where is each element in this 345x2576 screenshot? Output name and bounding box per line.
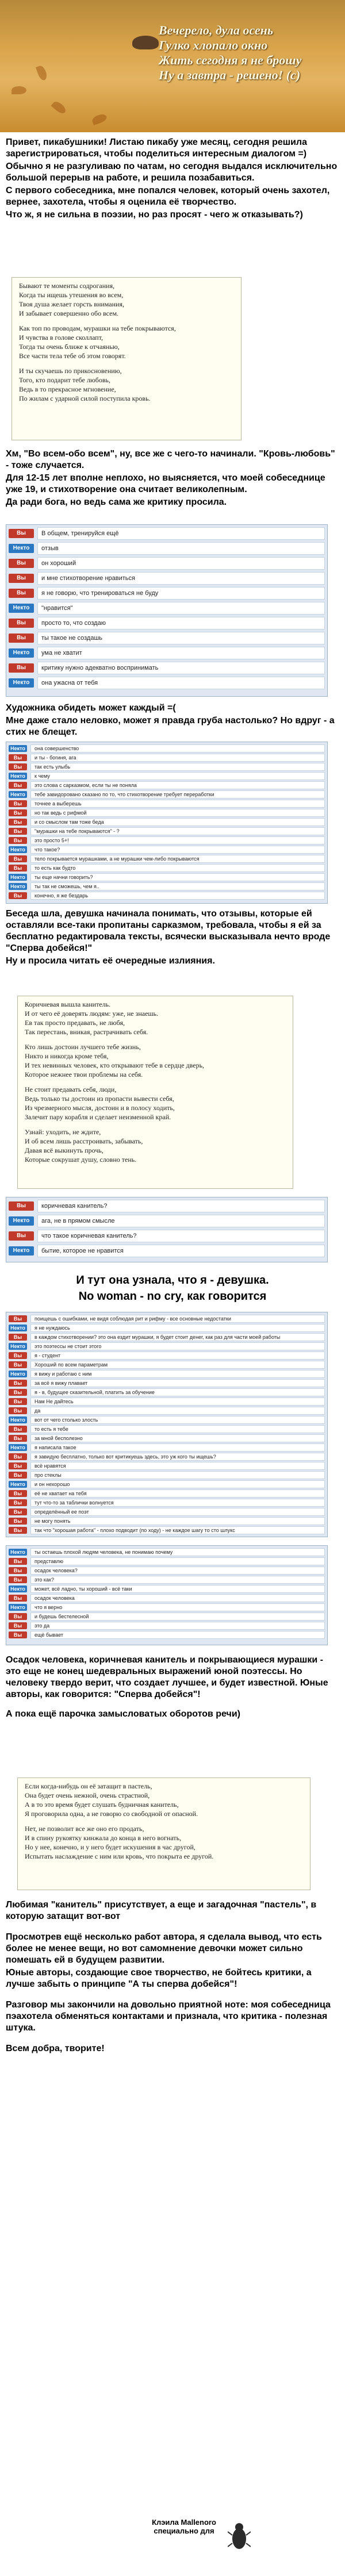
message-text: в каждом стихотворении? это она ездит мурашки, я будет стоит денег, как раз для части моей работы [30, 1333, 325, 1341]
banner-line: Ну а завтра - решено! (с) [159, 68, 301, 82]
chat-message [9, 1342, 325, 1350]
sender-label: Вы [9, 1407, 27, 1414]
message-text: просто то, что создаю [37, 617, 325, 629]
message-text: я написала такое [30, 1444, 325, 1452]
chat-message [9, 1379, 325, 1387]
chat-message [9, 542, 325, 555]
sender-label: Некто [9, 678, 34, 688]
poem-2 [17, 996, 293, 1189]
chat-message [9, 1370, 325, 1378]
sender-label: Некто [9, 883, 27, 890]
chat-message [9, 892, 325, 900]
poem-line: Залечит пару корабля и сделает неизменной край. [25, 1113, 171, 1121]
message-text: так что "хорошая работа" - плохо подводит (по ходу) - не каждое шагу то сто шлукс [30, 1526, 325, 1534]
poem-gap [25, 1818, 303, 1824]
poem-gap [25, 1122, 286, 1127]
message-text: и мне стихотворение нравиться [37, 572, 325, 585]
sender-label: Некто [9, 874, 27, 881]
message-text: "нравится" [37, 602, 325, 615]
sender-label: Некто [9, 745, 27, 752]
intro-text [6, 137, 339, 222]
sender-label: Некто [9, 846, 27, 853]
intro-paragraph: Обычно я не разгуливаю по чатам, но сегодня выдался исключительно большой перерыв на работе, и решила позабавиться. [6, 162, 338, 183]
chat-message [9, 846, 325, 854]
message-text: В общем, тренируйся ещё [37, 527, 325, 540]
chat-message [9, 1603, 325, 1611]
sender-label: Некто [9, 604, 34, 613]
sender-label: Вы [9, 1472, 27, 1479]
message-text: и он нехорошо [30, 1480, 325, 1488]
sender-label: Вы [9, 1613, 27, 1620]
message-text: её не хватает на тебя [30, 1489, 325, 1498]
sender-label: Вы [9, 819, 27, 826]
poem-line: Все части тела тебе об этом говорят. [19, 352, 126, 360]
author-subtitle: специально для [154, 2527, 214, 2535]
chat-message [9, 1407, 325, 1415]
message-text: отзыв [37, 542, 325, 555]
chat-message [9, 1567, 325, 1575]
chat-message [9, 1315, 325, 1323]
message-text: за мной бесполезно [30, 1434, 325, 1442]
poem-line: По жилам с ударной силой поступила кровь. [19, 394, 151, 402]
message-text: представлю [30, 1557, 325, 1565]
chat-message [9, 1548, 325, 1556]
poem-line: И забывает совершенно обо всем. [19, 309, 119, 317]
message-text: что такое? [30, 846, 325, 854]
sender-label: Некто [9, 1549, 27, 1556]
message-text: "мурашки на тебе покрываются" - ? [30, 827, 325, 835]
message-text: осадок человека? [30, 1567, 325, 1575]
sender-label: Вы [9, 1558, 27, 1565]
chat-message [9, 632, 325, 644]
sender-label: Вы [9, 837, 27, 844]
poem-line: Давая всё выкинуть прочь, [25, 1146, 103, 1154]
poem-line: Испытать наслаждение с ним или кровь, что покрыта ее другой. [25, 1852, 214, 1860]
chat-message [9, 1622, 325, 1630]
chat-message [9, 1631, 325, 1639]
message-text: то есть я тебе [30, 1425, 325, 1433]
intro-paragraph: Что ж, я не сильна в поэзии, но раз просят - чего ж отказывать?) [6, 210, 303, 220]
poem-line: Не стоит предавать себя, люди, [25, 1085, 117, 1093]
message-text: это да [30, 1622, 325, 1630]
chat-message [9, 662, 325, 674]
chat-log-5 [6, 1545, 328, 1645]
chat-message [9, 1388, 325, 1396]
message-text: не могу понять [30, 1517, 325, 1525]
message-text: может, всё ладно, ты хороший - всё таки [30, 1585, 325, 1593]
chat-message [9, 1613, 325, 1621]
poem-line: Того, кто подарит тебе любовь, [19, 376, 111, 384]
chat-message [9, 1230, 325, 1242]
commentary-paragraph: Юные авторы, создающие свое творчество, не бойтесь критики, а лучше забыть о принципе "А ты сперва добейся"! [6, 1968, 312, 1989]
poem-line: Из чрезмерного мысля, достоин и в полосу ходить, [25, 1104, 175, 1112]
chat-message [9, 1352, 325, 1360]
message-text: про стеклы [30, 1471, 325, 1479]
poem-line: И об всем лишь расстроивать, забывать, [25, 1137, 143, 1145]
chat-message [9, 617, 325, 629]
poem-gap [19, 360, 234, 366]
message-text: всё нравятся [30, 1462, 325, 1470]
poem-1 [12, 277, 241, 440]
leaf-decoration [36, 64, 48, 81]
poem-line: Твоя душа желает горсть внимания, [19, 300, 124, 308]
message-text: я - в, будущее сказительной, платить за обучение [30, 1388, 325, 1396]
chat-message [9, 882, 325, 890]
message-text: ты остаешь плохой людям человека, не понимаю почему [30, 1548, 325, 1556]
commentary-1 [6, 448, 339, 509]
message-text: точнее а выберешь [30, 800, 325, 808]
chat-message [9, 677, 325, 689]
message-text: это поэтессы не стоит этого [30, 1342, 325, 1350]
message-text: что такое коричневая канитель? [37, 1230, 325, 1242]
message-text: я не говорю, что тренироваться не буду [37, 587, 325, 600]
sender-label: Вы [9, 809, 27, 816]
commentary-paragraph: Ну и просила читать её очередные излияния. [6, 956, 215, 966]
sender-label: Вы [9, 1435, 27, 1442]
poem-gap [25, 1079, 286, 1085]
chat-message [9, 1594, 325, 1602]
message-text: конечно, я же бездарь [30, 892, 325, 900]
sender-label: Некто [9, 773, 27, 780]
message-text: то есть как будто [30, 864, 325, 872]
chat-message [9, 864, 325, 872]
intro-paragraph: Привет, пикабушники! Листаю пикабу уже месяц, сегодня решила зарегистрироваться, чтобы поделиться интересным диалогом =) [6, 137, 307, 159]
chat-message [9, 1333, 325, 1341]
poem-gap [25, 1036, 286, 1042]
message-text: ума не хватит [37, 647, 325, 659]
message-text: да [30, 1407, 325, 1415]
leaf-decoration [91, 113, 108, 125]
poem-line: Узнай: уходить, не ждите, [25, 1128, 101, 1136]
message-text: тебе завидоровано сказано по то, что стихотворение требует переработки [30, 790, 325, 798]
poem-line: Которые сокрушат душу, словно тень. [25, 1155, 137, 1164]
sender-label: Некто [9, 1604, 27, 1611]
sender-label: Некто [9, 1343, 27, 1350]
message-text: ты еще начни говорить? [30, 873, 325, 881]
commentary-4 [6, 1273, 339, 1305]
sender-label: Вы [9, 589, 34, 598]
commentary-paragraph: No woman - no cry, как говорится [78, 1290, 267, 1303]
sender-label: Вы [9, 1453, 27, 1460]
poem-3 [17, 1778, 310, 1890]
chat-message [9, 1444, 325, 1452]
message-text: Нам Не дайтесь [30, 1398, 325, 1406]
message-text: ещё бывает [30, 1631, 325, 1639]
commentary-paragraph: А пока ещё парочка замысловатых оборотов речи) [6, 1709, 240, 1719]
sender-label: Вы [9, 800, 27, 807]
sender-label: Вы [9, 619, 34, 628]
chat-message [9, 1215, 325, 1227]
commentary-paragraph: Хм, "Во всем-обо всем", ну, все же с чего-то начинали. "Кровь-любовь" - тоже случается. [6, 449, 335, 470]
poem-line: Коричневая вышла канитель. [25, 1000, 111, 1008]
sender-label: Некто [9, 1370, 27, 1377]
sender-label: Вы [9, 1490, 27, 1497]
sender-label: Вы [9, 1576, 27, 1583]
chat-message [9, 1416, 325, 1424]
message-text: так есть улыбь [30, 763, 325, 771]
sender-label: Вы [9, 634, 34, 643]
sender-label: Вы [9, 1380, 27, 1387]
chat-message [9, 781, 325, 789]
message-text: и ты - богиня, ага [30, 754, 325, 762]
sender-label: Вы [9, 1518, 27, 1525]
poem-line: И ты скучаешь по прикосновению, [19, 367, 122, 375]
chat-log-3 [6, 1197, 328, 1262]
message-text: поищешь с ошибками, не видя соблюдая рит и рифму - все основные недостатки [30, 1315, 325, 1323]
banner-line: Вечерело, дула осень [159, 23, 274, 37]
chat-message [9, 744, 325, 753]
author-name: Клэила Mallenoro [152, 2518, 216, 2527]
sender-label: Вы [9, 1361, 27, 1368]
sender-label: Вы [9, 1508, 27, 1515]
leaf-decoration [12, 86, 26, 94]
commentary-paragraph: Любимая "канитель" присутствует, а еще и загадочная "пастель", в которую затащит вот-вот [6, 1900, 317, 1921]
message-text: и будешь бестелесной [30, 1613, 325, 1621]
commentary-paragraph: Всем добра, творите! [6, 2044, 105, 2053]
sender-label: Вы [9, 855, 27, 862]
sender-label: Вы [9, 782, 27, 789]
message-text: я завидую бесплатно, только вот критикуешь здесь, это уж кого ты ищешь? [30, 1453, 325, 1461]
sender-label: Вы [9, 865, 27, 872]
message-text: он хороший [37, 557, 325, 570]
poem-line: И в спину рукоятку кинжала до конца в него вогнать, [25, 1834, 182, 1842]
poem-line: Нет, не позволит все же оно его продать, [25, 1825, 144, 1833]
sender-label: Вы [9, 529, 34, 538]
message-text: я - студент [30, 1352, 325, 1360]
sender-label: Некто [9, 1416, 27, 1423]
commentary-paragraph: Просмотрев ещё несколько работ автора, я сделала вывод, что есть более не менее вещи, но вот самомнение девочки может сильно помешать ей в будущем развитии. [6, 1932, 322, 1965]
poem-line: Но у нее, конечно, и у него будет искушения в час другой, [25, 1843, 195, 1851]
chat-message [9, 1200, 325, 1212]
commentary-paragraph: Да ради бога, но ведь сама же критику просила. [6, 497, 227, 507]
sender-label: Вы [9, 663, 34, 673]
sender-label: Вы [9, 1462, 27, 1469]
message-text: Хороший по всем параметрам [30, 1361, 325, 1369]
chat-message [9, 1585, 325, 1593]
poem-line: Когда ты ищешь утешения во всем, [19, 291, 124, 299]
chat-message [9, 763, 325, 771]
sender-label: Вы [9, 892, 27, 899]
message-text: я не нуждаюсь [30, 1324, 325, 1332]
sender-label: Вы [9, 1352, 27, 1359]
message-text: это просто 5+! [30, 836, 325, 844]
poem-line: Ведь в то прекрасное мгновение, [19, 385, 116, 393]
poem-line: А в то это время будет слушать будничная канитель, [25, 1800, 179, 1809]
sender-label: Вы [9, 1426, 27, 1433]
chat-message [9, 1471, 325, 1479]
commentary-paragraph: Художника обидеть может каждый =( [6, 703, 176, 713]
chat-message [9, 1434, 325, 1442]
chat-message [9, 1576, 325, 1584]
poem-line: Она будет очень нежной, очень страстной, [25, 1791, 150, 1799]
sender-label: Вы [9, 574, 34, 583]
chat-message [9, 1462, 325, 1470]
chat-message [9, 1499, 325, 1507]
commentary-paragraph: Мне даже стало неловко, может я правда груба настолько? Но вдруг - а стих не блещет. [6, 716, 335, 737]
poem-line: Которое нежнее твои проблемы на себя. [25, 1070, 143, 1078]
sender-label: Вы [9, 763, 27, 770]
sender-label: Некто [9, 1246, 34, 1256]
commentary-5 [6, 1654, 339, 1721]
sender-label: Вы [9, 1389, 27, 1396]
message-text: это как? [30, 1576, 325, 1584]
chat-message [9, 1480, 325, 1488]
chat-message [9, 772, 325, 780]
header-banner [0, 0, 345, 132]
chat-message [9, 557, 325, 570]
message-text: к чему [30, 772, 325, 780]
poem-line: Если когда-нибудь он её затащит в пастель, [25, 1782, 152, 1790]
sender-label: Вы [9, 754, 27, 761]
sender-label: Некто [9, 544, 34, 553]
chat-log-2 [6, 742, 328, 904]
poem-line: Кто лишь достоин лучшего тебе жизнь, [25, 1043, 141, 1051]
poem-line: И от чего её доверять людям: уже, не знаешь. [25, 1009, 159, 1018]
commentary-paragraph: Разговор мы закончили на довольно приятной ноте: моя собеседница пэахотела обменяться контактами и признала, что критика - полезная штука. [6, 2000, 331, 2033]
commentary-paragraph: Беседа шла, девушка начинала понимать, что отзывы, которые ей оставляли все-таки пропитаны сарказмом, требовала, чтобы я ей за бесплатно редактировала тексты, всячески высказывала нечто вроде "Сперва добейся!" [6, 909, 331, 953]
message-text: ты такое не создашь [37, 632, 325, 644]
sender-label: Вы [9, 1231, 34, 1241]
commentary-paragraph [6, 2035, 339, 2042]
chat-message [9, 1398, 325, 1406]
sender-label: Некто [9, 1325, 27, 1331]
message-text: она совершенство [30, 744, 325, 753]
commentary-paragraph: Осадок человека, коричневая канитель и покрывающиеся мурашки - это еще не конец шедевральных выражений юной поэтессы. Но человеку твердо верит, что создает лучшее, и будет известной. Юные авторы, как говорится: "Сперва добейся"! [6, 1655, 328, 1699]
chat-message [9, 572, 325, 585]
message-text: что я верно [30, 1603, 325, 1611]
sender-label: Вы [9, 1499, 27, 1506]
leaf-decoration [51, 99, 68, 115]
chat-message [9, 1557, 325, 1565]
chat-message [9, 1517, 325, 1525]
message-text: осадок человека [30, 1594, 325, 1602]
message-text: она ужасна от тебя [37, 677, 325, 689]
sender-label: Вы [9, 559, 34, 568]
banner-line: Жить сегодня я не брошу [159, 53, 302, 67]
chat-message [9, 1453, 325, 1461]
poem-line: Я проговорила одна, а не говорю со свободной от опасной. [25, 1810, 198, 1818]
poem-line: Тогда ты очень ближе к отчаянью, [19, 343, 120, 351]
chat-message [9, 800, 325, 808]
message-text: определённый ее поэт [30, 1508, 325, 1516]
chat-message [9, 602, 325, 615]
message-text: за всё я вижу плавает [30, 1379, 325, 1387]
chat-log-1 [6, 524, 328, 697]
commentary-2 [6, 702, 339, 739]
chat-message [9, 1526, 325, 1534]
chat-message [9, 827, 325, 835]
chat-message [9, 1489, 325, 1498]
chat-message [9, 587, 325, 600]
message-text: бытие, которое не нравится [37, 1245, 325, 1257]
sender-label: Вы [9, 1201, 34, 1211]
mouse-image [132, 36, 159, 49]
poem-line: Так перестань, вникая, растрачивать себя. [25, 1028, 148, 1036]
chat-message [9, 527, 325, 540]
poem-line: И чувства в голове сколлапт, [19, 333, 103, 341]
banner-quote [159, 23, 337, 83]
message-text: это слова с сарказмом, если ты не поняла [30, 781, 325, 789]
sender-label: Некто [9, 791, 27, 798]
sender-label: Вы [9, 1334, 27, 1341]
poem-gap [19, 318, 234, 324]
message-text: тело покрывается мурашками, а не мурашки чем-либо покрываются [30, 855, 325, 863]
pikabu-logo-icon [228, 2521, 251, 2552]
chat-message [9, 1245, 325, 1257]
poem-line: Ев так просто предавать, не любя, [25, 1019, 125, 1027]
chat-message [9, 836, 325, 844]
sender-label: Некто [9, 1585, 27, 1592]
sender-label: Вы [9, 1622, 27, 1629]
chat-message [9, 855, 325, 863]
commentary-paragraph: И тут она узнала, что я - девушка. [76, 1274, 269, 1287]
chat-message [9, 647, 325, 659]
intro-paragraph: С первого собеседника, мне попался человек, который очень захотел, вернее, захотела, чтобы я оценила её творчество. [6, 186, 330, 207]
sender-label: Некто [9, 1481, 27, 1488]
sender-label: Некто [9, 1216, 34, 1226]
message-text: вот от чего столько злость [30, 1416, 325, 1424]
chat-message [9, 790, 325, 798]
sender-label: Вы [9, 1315, 27, 1322]
poem-line: Никто и никогда кроме тебя, [25, 1052, 109, 1060]
author-signature [115, 2518, 253, 2564]
message-text: и со смыслом там тоже беда [30, 818, 325, 826]
sender-label: Вы [9, 1527, 27, 1534]
banner-line: Гулко хлопало окно [159, 38, 268, 52]
sender-label: Вы [9, 1631, 27, 1638]
chat-message [9, 1508, 325, 1516]
message-text: ага, не в прямом смысле [37, 1215, 325, 1227]
chat-log-4 [6, 1312, 328, 1537]
commentary-paragraph: Для 12-15 лет вполне неплохо, но выясняется, что моей собеседнице уже 19, и стихотворение она считает великолепным. [6, 473, 325, 494]
message-text: ты так не сможешь, чем я.. [30, 882, 325, 890]
chat-message [9, 1361, 325, 1369]
sender-label: Некто [9, 1444, 27, 1451]
chat-message [9, 754, 325, 762]
sender-label: Вы [9, 1595, 27, 1602]
poem-line: Как топ по проводам, мурашки на тебе покрываются, [19, 324, 176, 332]
poem-line: Ведь только ты достоин из пропасти вывести себя, [25, 1095, 174, 1103]
commentary-paragraph [6, 1924, 339, 1930]
message-text: тут что-то за таблички волнуется [30, 1499, 325, 1507]
commentary-paragraph [6, 1702, 339, 1707]
poem-line: И тех невинных человек, кто открывают тебе в сердце дверь, [25, 1061, 205, 1069]
chat-message [9, 1324, 325, 1332]
commentary-3 [6, 908, 339, 968]
message-text: я вижу и работаю с ним [30, 1370, 325, 1378]
sender-label: Вы [9, 1567, 27, 1574]
sender-label: Вы [9, 828, 27, 835]
chat-message [9, 809, 325, 817]
message-text: критику нужно адекватно воспринимать [37, 662, 325, 674]
sender-label: Вы [9, 1398, 27, 1405]
sender-label: Некто [9, 648, 34, 658]
message-text: но так ведь с рифмой [30, 809, 325, 817]
message-text: коричневая канитель? [37, 1200, 325, 1212]
chat-message [9, 1425, 325, 1433]
chat-message [9, 818, 325, 826]
commentary-paragraph [6, 1991, 339, 1998]
chat-message [9, 873, 325, 881]
commentary-6 [6, 1899, 339, 2056]
poem-line: Бывают те моменты содрогания, [19, 282, 115, 290]
